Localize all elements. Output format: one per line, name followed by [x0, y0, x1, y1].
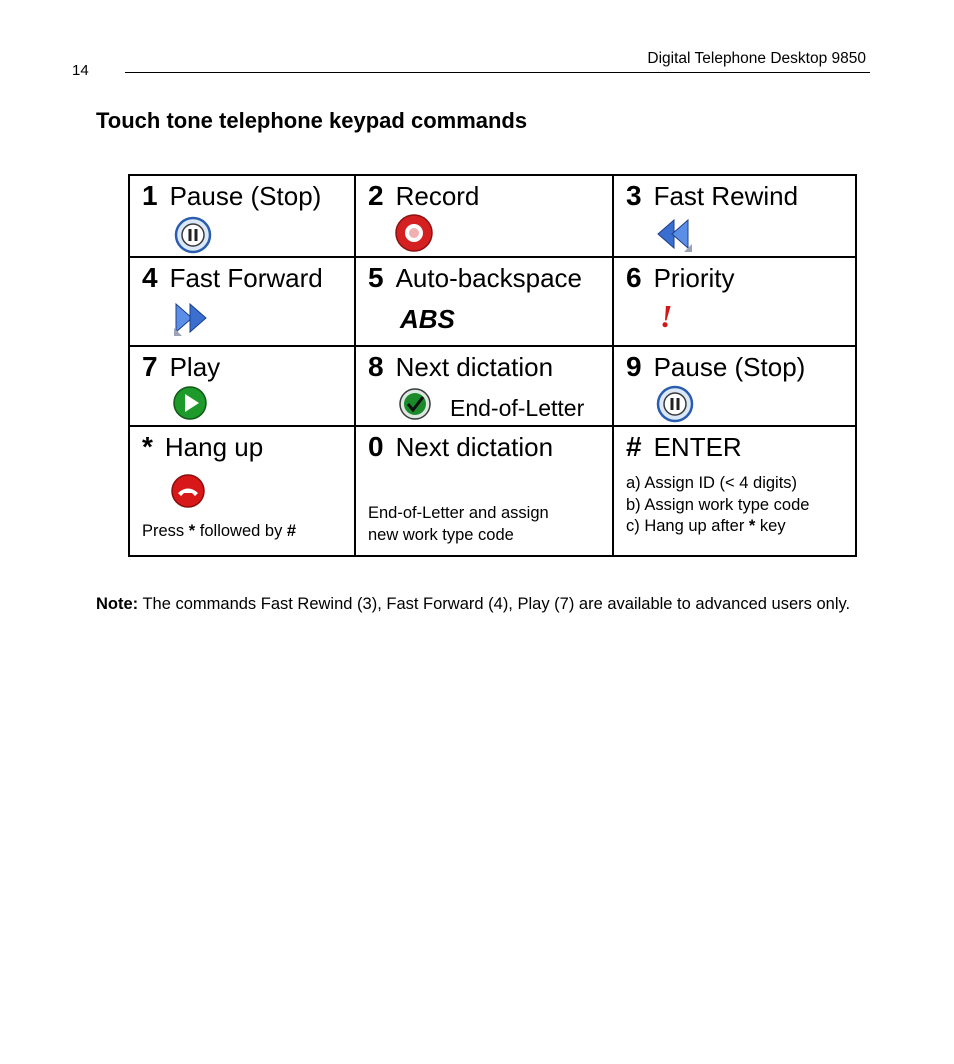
key-header: [626, 180, 798, 212]
option-line: key: [755, 517, 786, 535]
key-cell-1: [129, 175, 355, 257]
key-digit: 6: [626, 262, 642, 293]
hint-text: Press: [142, 522, 189, 540]
fast-rewind-icon: [654, 216, 694, 254]
option-star: *: [748, 517, 756, 535]
option-line: c) Hang up after: [626, 517, 749, 535]
key-label: Pause (Stop): [653, 352, 806, 382]
key-digit: 4: [142, 262, 158, 293]
key-digit: *: [142, 431, 153, 462]
key-digit: 7: [142, 351, 158, 382]
key-label: Auto-backspace: [395, 263, 583, 293]
key-label: Hang up: [164, 432, 264, 462]
hint-hash: #: [286, 522, 297, 540]
note-label: Note:: [96, 595, 139, 613]
hang-up-hint: [142, 521, 296, 543]
note-paragraph: [96, 594, 856, 616]
key-label: ENTER: [653, 432, 742, 462]
table-row: [129, 175, 856, 257]
key-header: [368, 431, 553, 463]
key-cell-4: [129, 257, 355, 346]
table-row: [129, 346, 856, 426]
key-cell-hash: [613, 426, 856, 556]
key-digit: 0: [368, 431, 384, 462]
pause-icon: [656, 385, 694, 423]
table-row: [129, 257, 856, 346]
key-header: [142, 262, 323, 294]
key-header: [142, 180, 321, 212]
key-label: Play: [169, 352, 221, 382]
header-rule: [125, 72, 870, 73]
key-digit: 9: [626, 351, 642, 382]
desc-line: End-of-Letter and assign: [368, 504, 549, 522]
key-header: [368, 262, 582, 294]
abs-label: ABS: [400, 304, 455, 334]
key-cell-3: [613, 175, 856, 257]
key-label: Fast Rewind: [653, 181, 799, 211]
page-number: 14: [72, 62, 89, 79]
key-header: [368, 180, 479, 212]
key-digit: #: [626, 431, 642, 462]
record-icon: [394, 213, 434, 253]
hint-text: followed by: [195, 522, 287, 540]
next-dictation-description: [368, 503, 549, 546]
key-cell-7: [129, 346, 355, 426]
key-label: Record: [395, 181, 480, 211]
key-header: [142, 351, 220, 383]
play-icon: [172, 385, 208, 421]
key-label: Next dictation: [395, 352, 554, 382]
note-text: The commands Fast Rewind (3), Fast Forward (4), Play (7) are available to advanced users only.: [138, 595, 851, 613]
key-label: Pause (Stop): [169, 181, 322, 211]
key-digit: 8: [368, 351, 384, 382]
hint-star: *: [188, 522, 196, 540]
key-header: [626, 351, 805, 383]
check-icon: [398, 387, 432, 421]
end-of-letter-label: End-of-Letter: [450, 395, 585, 421]
key-label: Next dictation: [395, 432, 554, 462]
key-cell-2: [355, 175, 613, 257]
key-cell-6: [613, 257, 856, 346]
key-header: [142, 431, 263, 463]
key-digit: 1: [142, 180, 158, 211]
key-cell-0: [355, 426, 613, 556]
key-cell-9: [613, 346, 856, 426]
fast-forward-icon: [172, 300, 212, 338]
key-cell-5: [355, 257, 613, 346]
table-row: [129, 426, 856, 556]
key-cell-8: [355, 346, 613, 426]
priority-icon: !: [660, 298, 673, 334]
key-header: [626, 262, 734, 294]
key-digit: 5: [368, 262, 384, 293]
key-digit: 2: [368, 180, 384, 211]
pause-icon: [174, 216, 212, 254]
keypad-commands-table: [128, 174, 857, 557]
key-header: [626, 431, 742, 463]
key-label: Priority: [653, 263, 735, 293]
enter-options-list: [626, 473, 809, 538]
key-cell-star: [129, 426, 355, 556]
key-header: [368, 351, 553, 383]
header-title: Digital Telephone Desktop 9850: [647, 50, 866, 67]
hang-up-icon: [170, 473, 206, 509]
option-line: a) Assign ID (< 4 digits): [626, 474, 798, 492]
option-line: b) Assign work type code: [626, 495, 810, 514]
desc-line: new work type code: [368, 525, 514, 544]
key-digit: 3: [626, 180, 642, 211]
section-title: Touch tone telephone keypad commands: [96, 108, 528, 133]
key-label: Fast Forward: [169, 263, 323, 293]
